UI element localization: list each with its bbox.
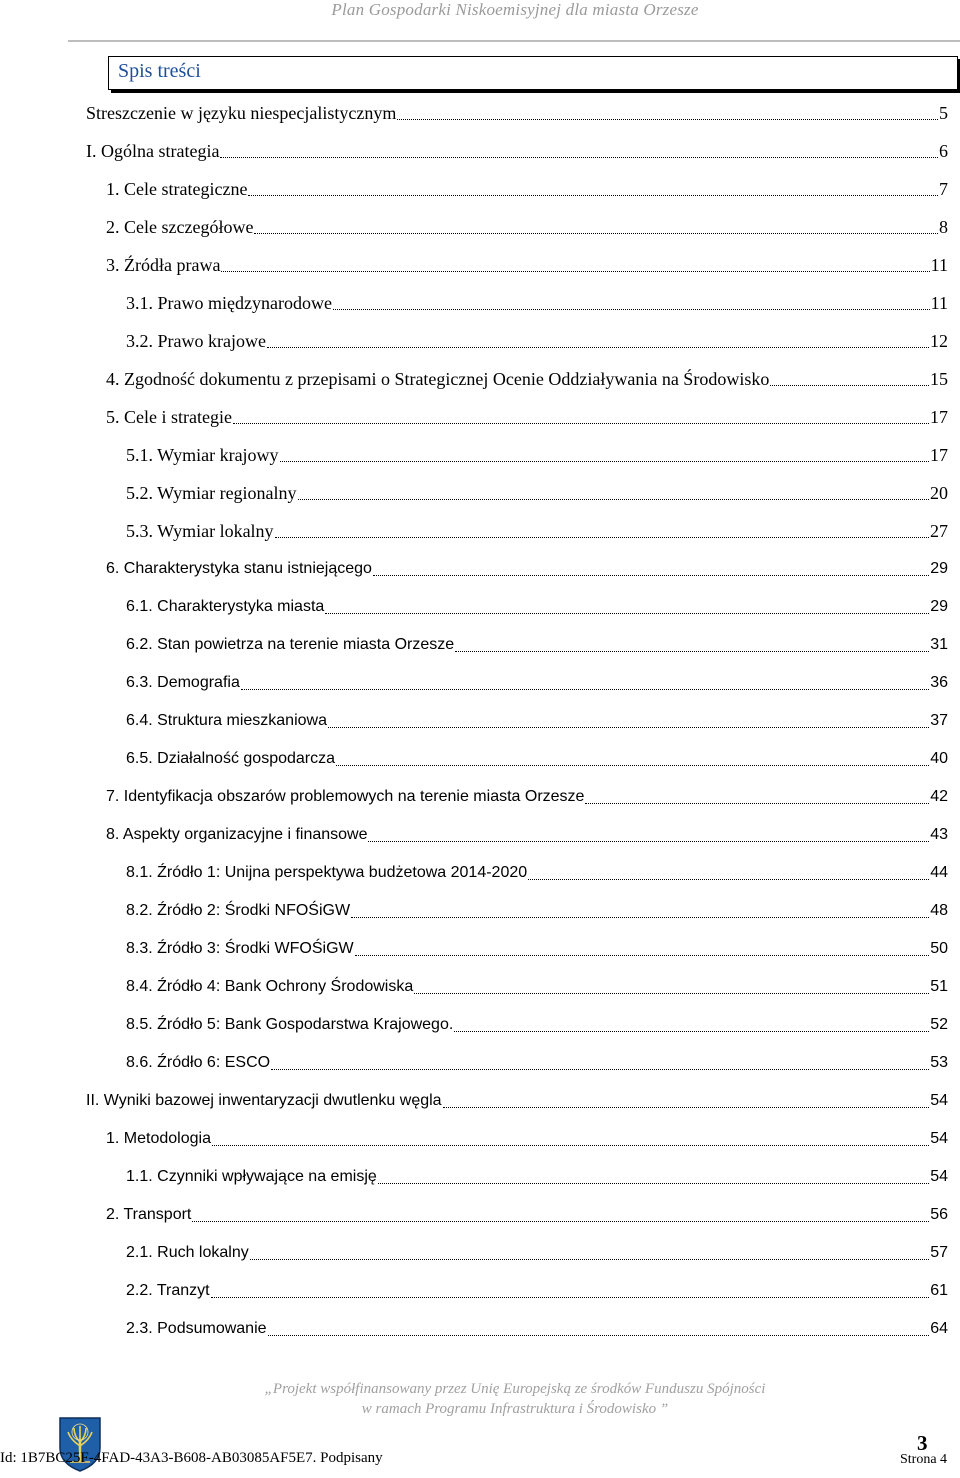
toc-entry-label: 5.1. Wymiar krajowy: [126, 445, 279, 465]
toc-entry[interactable]: [126, 937, 948, 961]
toc-entry[interactable]: [126, 899, 948, 923]
toc-entry-page: 42: [930, 788, 948, 805]
toc-leader-dots: [770, 385, 929, 386]
toc-entry-label: 6.4. Struktura mieszkaniowa: [126, 712, 327, 729]
toc-entry-page: 61: [930, 1282, 948, 1299]
toc-entry-label: Streszczenie w języku niespecjalistycznym: [86, 103, 397, 123]
toc-entry-label: 3.2. Prawo krajowe: [126, 331, 266, 351]
toc-entry-label: 3.1. Prawo międzynarodowe: [126, 293, 332, 313]
toc-entry-page: 37: [930, 712, 948, 729]
toc-leader-dots: [455, 651, 929, 652]
toc-entry[interactable]: [106, 785, 948, 809]
toc-leader-dots: [397, 119, 938, 120]
toc-leader-dots: [275, 537, 929, 538]
toc-leader-dots: [192, 1221, 929, 1222]
toc-leader-dots: [254, 233, 938, 234]
toc-entry-label: 6. Charakterystyka stanu istniejącego: [106, 560, 372, 577]
toc-entry[interactable]: [126, 1317, 948, 1341]
toc-leader-dots: [211, 1297, 930, 1298]
footer-funding-line-1: „Projekt współfinansowany przez Unię Europejską ze środków Funduszu Spójności: [264, 1381, 766, 1397]
toc-entry-page: 48: [930, 902, 948, 919]
toc-entry-label: 2. Transport: [106, 1206, 192, 1223]
toc-heading: Spis treści: [118, 60, 201, 82]
toc-entry-page: 36: [930, 674, 948, 691]
toc-entry[interactable]: [126, 1241, 948, 1265]
toc-entry-page: 20: [930, 483, 948, 503]
toc-entry[interactable]: [126, 1051, 948, 1075]
toc-leader-dots: [328, 727, 929, 728]
toc-entry[interactable]: [126, 709, 948, 733]
toc-entry[interactable]: [126, 519, 948, 543]
toc-entry-page: 29: [930, 560, 948, 577]
toc-entry-label: 8.2. Źródło 2: Środki NFOŚiGW: [126, 902, 351, 919]
toc-leader-dots: [221, 271, 929, 272]
toc-entry-label: 5.3. Wymiar lokalny: [126, 521, 274, 541]
toc-entry-page: 54: [930, 1168, 948, 1185]
toc-leader-dots: [333, 309, 930, 310]
toc-entry-label: 6.2. Stan powietrza na terenie miasta Orzesze: [126, 636, 455, 653]
toc-entry-label: 5.2. Wymiar regionalny: [126, 483, 297, 503]
toc-entry[interactable]: [106, 253, 948, 277]
toc-entry[interactable]: [126, 443, 948, 467]
toc-leader-dots: [351, 917, 929, 918]
toc-entry-page: 54: [930, 1130, 948, 1147]
toc-entry-label: 6.5. Działalność gospodarcza: [126, 750, 336, 767]
toc-entry[interactable]: [126, 291, 948, 315]
toc-entry-page: 6: [939, 141, 948, 161]
toc-entry[interactable]: [126, 1279, 948, 1303]
toc-entry[interactable]: [86, 139, 948, 163]
toc-leader-dots: [454, 1031, 929, 1032]
running-header: Plan Gospodarki Niskoemisyjnej dla miasta Orzesze: [331, 0, 699, 19]
toc-entry-page: 43: [930, 826, 948, 843]
toc-entry-page: 51: [930, 978, 948, 995]
toc-leader-dots: [528, 879, 929, 880]
toc-entry[interactable]: [126, 595, 948, 619]
toc-entry-label: II. Wyniki bazowej inwentaryzacji dwutlenku węgla: [86, 1092, 442, 1109]
toc-entry-label: I. Ogólna strategia: [86, 141, 220, 161]
toc-entry-page: 31: [930, 636, 948, 653]
page-label: Strona 4: [900, 1452, 948, 1467]
toc-entry-label: 8.6. Źródło 6: ESCO: [126, 1054, 271, 1071]
toc-entry-page: 54: [930, 1092, 948, 1109]
toc-entry-label: 1. Metodologia: [106, 1130, 211, 1147]
toc-entry[interactable]: [126, 481, 948, 505]
toc-leader-dots: [336, 765, 929, 766]
toc-entry-page: 57: [930, 1244, 948, 1261]
toc-leader-dots: [368, 841, 929, 842]
toc-entry-page: 56: [930, 1206, 948, 1223]
toc-entry-label: 8.5. Źródło 5: Bank Gospodarstwa Krajowego.: [126, 1016, 454, 1033]
toc-entry-label: 8.1. Źródło 1: Unijna perspektywa budżetowa 2014-2020: [126, 864, 528, 881]
toc-entry[interactable]: [126, 633, 948, 657]
toc-entry-label: 1.1. Czynniki wpływające na emisję: [126, 1168, 377, 1185]
toc-entry-page: 52: [930, 1016, 948, 1033]
toc-leader-dots: [220, 157, 938, 158]
toc-leader-dots: [585, 803, 929, 804]
toc-entry-page: 53: [930, 1054, 948, 1071]
toc-entry-label: 2. Cele szczegółowe: [106, 217, 254, 237]
toc-leader-dots: [248, 195, 938, 196]
toc-leader-dots: [267, 347, 929, 348]
toc-entry-page: 5: [939, 103, 948, 123]
toc-entry-page: 27: [930, 521, 948, 541]
toc-entry-page: 8: [939, 217, 948, 237]
toc-entry-page: 11: [930, 255, 948, 275]
toc-leader-dots: [268, 1335, 930, 1336]
toc-leader-dots: [212, 1145, 929, 1146]
toc-entry-page: 15: [930, 369, 948, 389]
toc-entry-label: 6.3. Demografia: [126, 674, 240, 691]
toc-entry-label: 7. Identyfikacja obszarów problemowych na terenie miasta Orzesze: [106, 788, 585, 805]
toc-entry[interactable]: [126, 747, 948, 771]
toc-entry-page: 29: [930, 598, 948, 615]
toc-entry-page: 64: [930, 1320, 948, 1337]
toc-entry[interactable]: [106, 215, 948, 239]
toc-entry[interactable]: [126, 329, 948, 353]
toc-entry-page: 11: [930, 293, 948, 313]
toc-entry-page: 50: [930, 940, 948, 957]
toc-entry-label: 3. Źródła prawa: [106, 255, 221, 275]
toc-entry[interactable]: [126, 861, 948, 885]
toc-entry[interactable]: [126, 1165, 948, 1189]
toc-entry-page: 12: [930, 331, 948, 351]
toc-entry-label: 2.3. Podsumowanie: [126, 1320, 267, 1337]
page-number: 3: [917, 1431, 928, 1455]
toc-entry[interactable]: [126, 1013, 948, 1037]
toc-leader-dots: [373, 575, 929, 576]
toc-leader-dots: [250, 1259, 929, 1260]
toc-entry[interactable]: [106, 405, 948, 429]
toc-leader-dots: [280, 461, 929, 462]
toc-entry-page: 17: [930, 445, 948, 465]
toc-entry[interactable]: [106, 367, 948, 391]
toc-entry[interactable]: [126, 671, 948, 695]
toc-leader-dots: [233, 423, 929, 424]
toc-entry[interactable]: [106, 1127, 948, 1151]
toc-entry-page: 40: [930, 750, 948, 767]
toc-entry[interactable]: [106, 557, 948, 581]
header-rule: [68, 40, 960, 42]
toc-entry[interactable]: [86, 1089, 948, 1113]
toc-entry-page: 17: [930, 407, 948, 427]
document-id: Id: 1B7BC25F-4FAD-43A3-B608-AB03085AF5E7. Podpisany: [0, 1450, 383, 1466]
toc-entry-page: 44: [930, 864, 948, 881]
toc-entry-label: 2.1. Ruch lokalny: [126, 1244, 249, 1261]
footer-funding-line-2: w ramach Programu Infrastruktura i Środowisko ”: [361, 1401, 669, 1417]
toc-leader-dots: [298, 499, 929, 500]
toc-heading-box: [108, 56, 958, 90]
toc-entry-label: 6.1. Charakterystyka miasta: [126, 598, 325, 615]
toc-entry-label: 2.2. Tranzyt: [126, 1282, 210, 1299]
toc-entry[interactable]: [106, 1203, 948, 1227]
toc-entry[interactable]: [126, 975, 948, 999]
toc-leader-dots: [355, 955, 930, 956]
toc-leader-dots: [443, 1107, 930, 1108]
toc-entry-label: 8.3. Źródło 3: Środki WFOŚiGW: [126, 940, 354, 957]
toc-leader-dots: [271, 1069, 929, 1070]
toc-leader-dots: [325, 613, 929, 614]
toc-leader-dots: [378, 1183, 929, 1184]
toc-leader-dots: [241, 689, 929, 690]
toc-entry[interactable]: [106, 177, 948, 201]
toc-entry[interactable]: [86, 101, 948, 125]
toc-entry-label: 5. Cele i strategie: [106, 407, 232, 427]
toc-entry[interactable]: [106, 823, 948, 847]
toc-entry-label: 8. Aspekty organizacyjne i finansowe: [106, 826, 368, 843]
toc-entry-label: 8.4. Źródło 4: Bank Ochrony Środowiska: [126, 978, 414, 995]
toc-leader-dots: [414, 993, 929, 994]
toc-entry-label: 1. Cele strategiczne: [106, 179, 248, 199]
toc-entry-label: 4. Zgodność dokumentu z przepisami o Strategicznej Ocenie Oddziaływania na Środowisko: [106, 369, 770, 389]
toc-entry-page: 7: [939, 179, 948, 199]
